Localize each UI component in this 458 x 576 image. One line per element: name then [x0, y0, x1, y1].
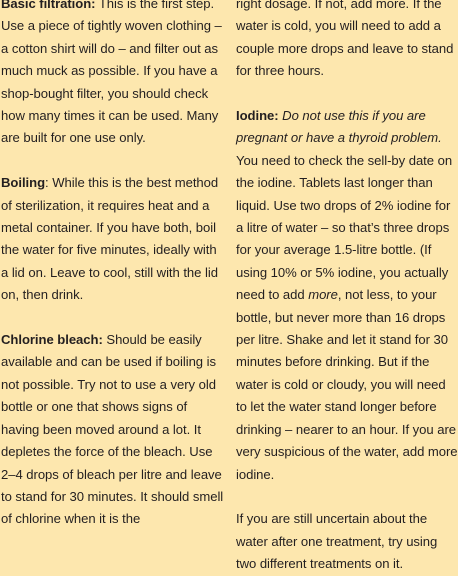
paragraph-gap — [1, 150, 227, 172]
basic-filtration-heading: Basic filtration: — [1, 0, 96, 11]
boiling-paragraph — [1, 172, 227, 306]
iodine-paragraph — [236, 105, 458, 486]
basic-filtration-text: This is the first step. Use a piece of tightly woven clothing – a cotton shirt will do – and filter out as much muck as possible. If you have a shop-bought filter, you should check how many times it can be used. Many are built for one use only. — [1, 0, 222, 146]
iodine-text-part2: , not less, to your bottle, but never more than 16 drops per litre. Shake and let it stand for 30 minutes before drinking. But if the water is cold or cloudy, you will need to let the water stand longer before drinking – nearer to an hour. If you are very suspicious of the water, add more iodine. — [236, 287, 458, 482]
paragraph-gap — [236, 486, 458, 508]
chlorine-bleach-heading: Chlorine bleach: — [1, 332, 103, 348]
iodine-emphasis: more — [308, 287, 338, 303]
chlorine-bleach-text: Should be easily available and can be used if boiling is not possible. Try not to use a very old bottle or one that shows signs of having been moved around a lot. It depletes the force of the bleach. Use 2–4 drops of bleach per litre and leave to stand for 30 minutes. It should smell of chlorine when it is the — [1, 332, 224, 527]
closing-paragraph: If you are still uncertain about the water after one treatment, try using two different treatments on it. — [236, 511, 438, 572]
chlorine-bleach-paragraph — [1, 329, 227, 531]
left-column — [1, 0, 227, 531]
iodine-text-part1: You need to check the sell-by date on the iodine. Tablets last longer than liquid. Use two drops of 2% iodine for a litre of water – so that’s three drops for your average 1.5-litre bottle. (If using 10% or 5% iodine, you actually need to add — [236, 152, 453, 303]
iodine-warning: Do not use this if you are pregnant or have a thyroid problem. — [236, 108, 442, 146]
bleach-continued-paragraph: right dosage. If not, add more. If the water is cold, you will need to add a couple more drops and leave to stand for three hours. — [236, 0, 454, 79]
paragraph-gap — [236, 83, 458, 105]
column-gutter — [229, 0, 230, 549]
boiling-heading: Boiling — [1, 175, 46, 191]
right-column — [236, 0, 458, 576]
iodine-heading: Iodine: — [236, 108, 279, 124]
basic-filtration-paragraph — [1, 0, 227, 150]
paragraph-gap — [1, 307, 227, 329]
boiling-text: : While this is the best method of sterilization, it requires heat and a metal container. If you have both, boil the water for five minutes, ideally with a lid on. Leave to cool, still with the lid on, then drink. — [1, 175, 219, 303]
